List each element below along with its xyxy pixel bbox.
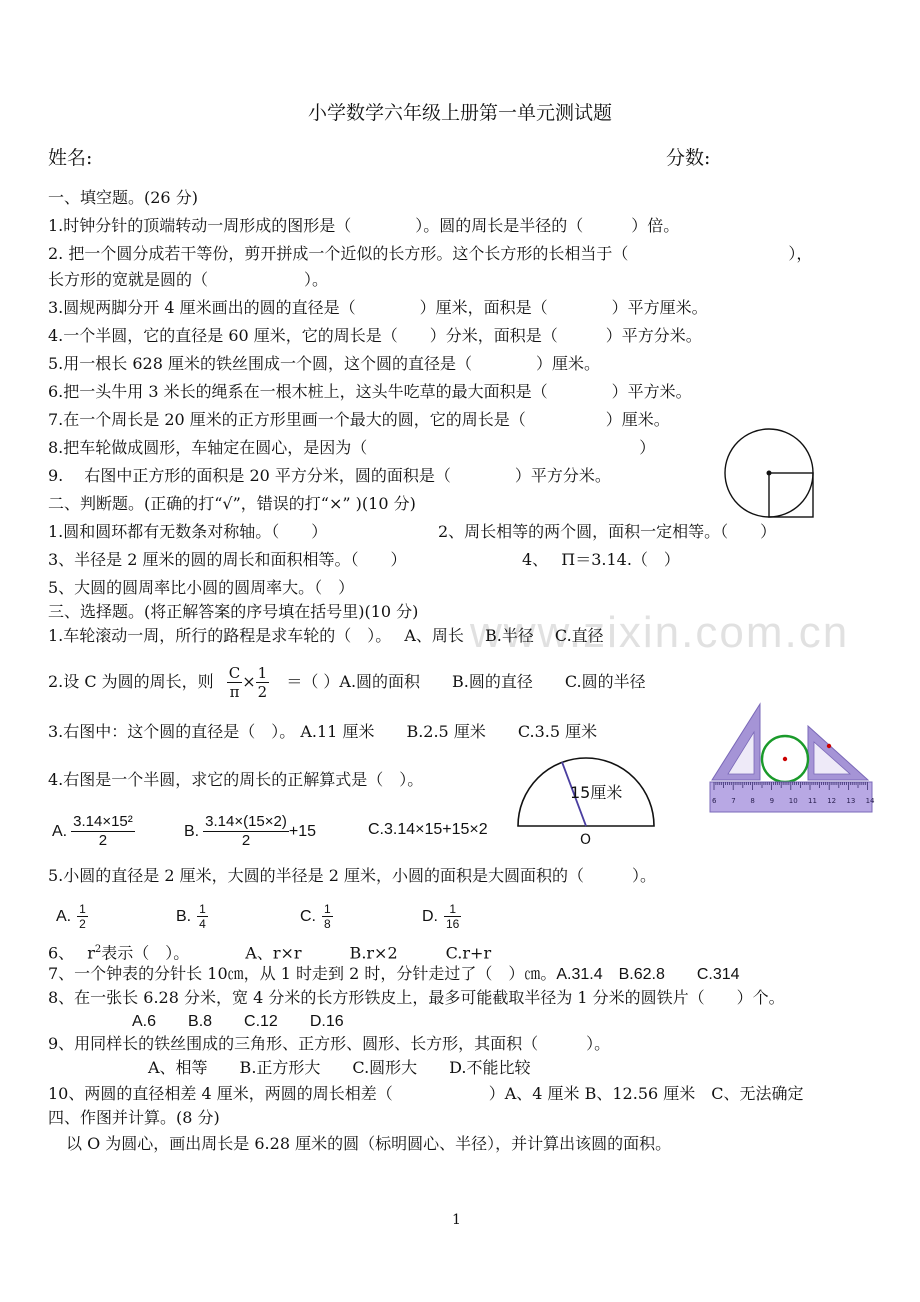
- fraction-denominator: 2: [98, 832, 108, 849]
- ruler-tick-label: 12: [827, 797, 837, 805]
- fill-q2-line1: 2. 把一个圆分成若干等份，剪开拼成一个近似的长方形。这个长方形的长相当于（ ），: [48, 244, 813, 263]
- choice-q10: 10、两圆的直径相差 4 厘米，两圆的周长相差（ ）A、4 厘米 B、12.56 厘米 C、无法确定: [48, 1084, 804, 1103]
- choice-q6-options: 表示（ ）。 A、r×r B.r×2 C.r+r: [101, 943, 492, 963]
- judge-q4: 4、 Π＝3.14.（ ）: [522, 550, 680, 569]
- circle-square-figure: [724, 428, 816, 520]
- fill-q5: 5.用一根长 628 厘米的铁丝围成一个圆，这个圆的直径是（ ）厘米。: [48, 354, 600, 373]
- ruler-tick-label: 10: [788, 797, 798, 805]
- choice-q2-options: ＝（ ）A.圆的面积 B.圆的直径 C.圆的半径: [286, 672, 646, 691]
- option-b-fraction: [203, 813, 289, 850]
- fill-q4: 4.一个半圆，它的直径是 60 厘米，它的周长是（ ）分米，面积是（ ）平方分米。: [48, 326, 702, 345]
- ruler-tick-label: 6: [712, 797, 717, 805]
- fraction-numerator: 1: [324, 902, 331, 916]
- choice-q8: 8、在一张长 6.28 分米，宽 4 分米的长方形铁皮上，最多可能截取半径为 1 分米的圆铁片（ ）个。: [48, 988, 785, 1007]
- option-label: A.: [52, 823, 68, 840]
- choice-q7-text: 7、一个钟表的分针长 10㎝，从 1 时走到 2 时，分针走过了（ ）㎝。: [48, 964, 557, 983]
- page-number: 1: [452, 1212, 461, 1228]
- ruler-tick-label: 11: [808, 797, 817, 805]
- choice-q6: [48, 940, 491, 963]
- fraction-numerator: 1: [257, 664, 268, 682]
- fill-q1: 1.时钟分针的顶端转动一周形成的图形是（ ）。圆的周长是半径的（ ）倍。: [48, 216, 680, 235]
- fraction-numerator: 3.14×(15×2): [205, 813, 287, 830]
- choice-q5: 5.小圆的直径是 2 厘米，大圆的半径是 2 厘米，小圆的面积是大圆面积的（ ）。: [48, 866, 656, 885]
- option-label: B.: [176, 908, 192, 925]
- choice-q5-option-c: [300, 896, 333, 936]
- fraction-c-over-pi: [227, 664, 242, 701]
- option-label: D.: [422, 908, 438, 925]
- choice-q2-prefix: 2.设 C 为圆的周长，则: [48, 672, 214, 691]
- section-2-heading: 二、判断题。(正确的打“√”，错误的打“×” )(10 分): [48, 494, 416, 513]
- fraction-denominator: π: [229, 683, 240, 701]
- option-label: A.: [56, 908, 72, 925]
- semicircle-radius-label: 15厘米: [570, 783, 623, 802]
- ruler-tick-label: 13: [846, 797, 856, 805]
- judge-q1: 1.圆和圆环都有无数条对称轴。（ ）: [48, 522, 328, 541]
- option-fraction: [322, 902, 333, 931]
- fraction-denominator: 2: [79, 917, 86, 931]
- semicircle-figure: [516, 760, 658, 848]
- ruler-tick-label: 9: [769, 797, 775, 805]
- section-1-heading: 一、填空题。(26 分): [48, 188, 198, 207]
- choice-q4-option-c: C.3.14×15+15×2: [368, 821, 488, 838]
- ruler-tick-label: 14: [865, 797, 875, 805]
- option-a-fraction: [71, 813, 135, 850]
- choice-q9-options: A、相等 B.正方形大 C.圆形大 D.不能比较: [148, 1058, 531, 1077]
- fraction-denominator: 16: [446, 917, 460, 931]
- choice-q5-option-b: [176, 896, 208, 936]
- fraction-numerator: 1: [444, 902, 461, 917]
- fraction-denominator: 2: [241, 832, 251, 849]
- choice-q6-prefix: 6、 r: [48, 943, 95, 963]
- fraction-denominator: 2: [257, 683, 268, 701]
- watermark: www.zixin.com.cn: [470, 608, 850, 657]
- choice-q8-options: A.6 B.8 C.12 D.16: [132, 1013, 344, 1030]
- ruler-tick-label: 7: [731, 797, 736, 805]
- fill-q3: 3.圆规两脚分开 4 厘米画出的圆的直径是（ ）厘米，面积是（ ）平方厘米。: [48, 298, 708, 317]
- judge-q2: 2、周长相等的两个圆，面积一定相等。（ ）: [438, 522, 777, 541]
- fraction-denominator: 4: [199, 917, 206, 931]
- name-label: 姓名:: [48, 147, 93, 169]
- choice-q7: [48, 964, 740, 985]
- exponent: 2: [94, 944, 102, 955]
- fraction-denominator: 8: [324, 917, 331, 931]
- choice-q1: 1.车轮滚动一周，所行的路程是求车轮的（ ）。 A、周长 B.半径 C.直径: [48, 626, 604, 645]
- choice-q5-option-a: [56, 896, 88, 936]
- judge-q3: 3、半径是 2 厘米的圆的周长和面积相等。（ ）: [48, 550, 407, 569]
- fill-q9: 9. 右图中正方形的面积是 20 平方分米，圆的面积是（ ）平方分米。: [48, 466, 611, 485]
- choice-q4-option-b: [184, 808, 316, 854]
- fill-q6: 6.把一头牛用 3 米长的绳系在一根木桩上，这头牛吃草的最大面积是（ ）平方米。: [48, 382, 692, 401]
- fraction-one-half: [256, 664, 270, 701]
- score-label: 分数:: [666, 147, 711, 169]
- option-fraction: [444, 902, 461, 931]
- semicircle-center-label: O: [580, 832, 592, 848]
- option-b-suffix: +15: [288, 823, 316, 840]
- times-sign: ×: [242, 672, 256, 691]
- option-fraction: [77, 902, 88, 931]
- choice-q5-option-d: [422, 896, 461, 936]
- section-3-heading: 三、选择题。(将正解答案的序号填在括号里)(10 分): [48, 602, 419, 621]
- choice-q9: 9、用同样长的铁丝围成的三角形、正方形、圆形、长方形，其面积（ ）。: [48, 1034, 611, 1053]
- page-title: 小学数学六年级上册第一单元测试题: [307, 102, 612, 124]
- fraction-numerator: 3.14×15²: [73, 813, 133, 830]
- fraction-numerator: 1: [199, 902, 206, 916]
- choice-q4-option-a: [52, 808, 135, 854]
- ruler-circle-figure: [710, 702, 875, 814]
- choice-q4: 4.右图是一个半圆，求它的周长的正解算式是（ ）。: [48, 770, 424, 789]
- choice-q7-options: A.31.4 B.62.8 C.314: [556, 966, 740, 983]
- fill-q8: 8.把车轮做成圆形，车轴定在圆心，是因为（ ）: [48, 438, 656, 457]
- section-4-heading: 四、作图并计算。(8 分): [48, 1108, 220, 1127]
- fraction-numerator: 1: [79, 902, 86, 916]
- choice-q3: 3.右图中：这个圆的直径是（ ）。 A.11 厘米 B.2.5 厘米 C.3.5 厘米: [48, 722, 598, 741]
- option-label: B.: [184, 823, 200, 840]
- option-label: C.: [300, 908, 316, 925]
- choice-q2: [48, 658, 646, 706]
- fill-q7: 7.在一个周长是 20 厘米的正方形里画一个最大的圆，它的周长是（ ）厘米。: [48, 410, 670, 429]
- fill-q2-line2: 长方形的宽就是圆的（ ）。: [48, 270, 329, 289]
- option-fraction: [197, 902, 208, 931]
- judge-q5: 5、大圆的圆周率比小圆的圆周率大。（ ）: [48, 578, 355, 597]
- draw-q1: 以 O 为圆心，画出周长是 6.28 厘米的圆（标明圆心、半径），并计算出该圆的面积。: [66, 1134, 672, 1153]
- ruler-tick-label: 8: [750, 797, 755, 805]
- fraction-numerator: C: [228, 664, 241, 682]
